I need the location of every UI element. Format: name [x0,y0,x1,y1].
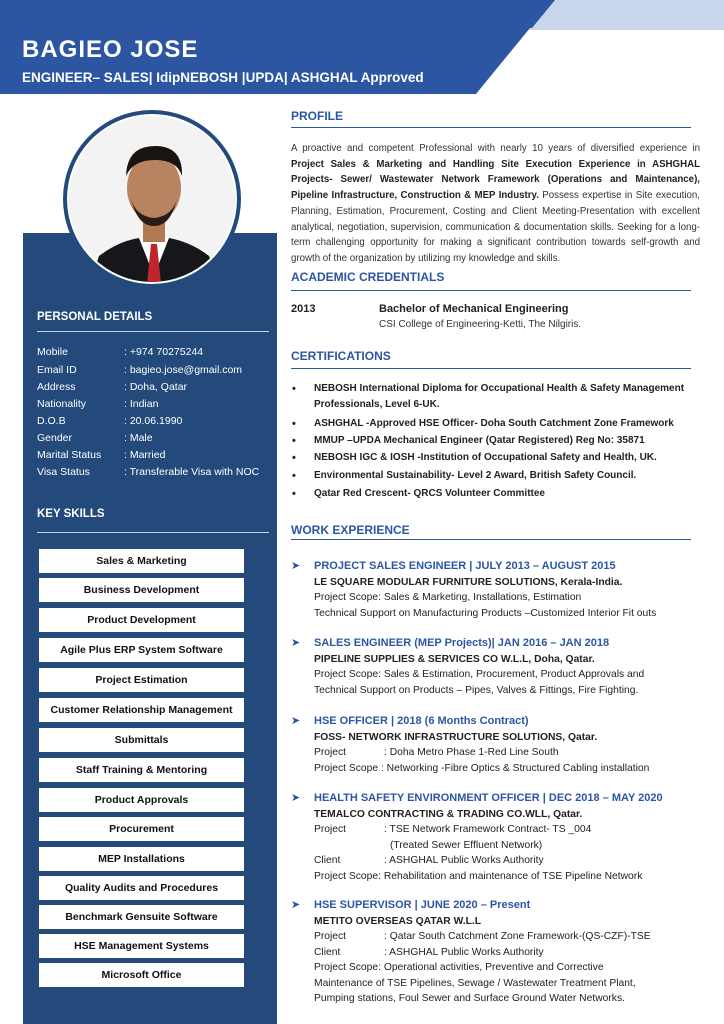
person-avatar-icon [69,116,237,284]
personal-value: : Transferable Visa with NOC [124,466,260,478]
job-detail [314,745,709,761]
certification-item: • Environmental Sustainability- Level 2 Award, British Safety Council. [314,468,704,484]
arrow-bullet-icon: ➤ [291,792,301,804]
skill-item: Submittals [39,728,244,752]
skill-item: Product Development [39,608,244,632]
job-detail-key: Client [314,855,341,866]
job-detail-value: : TSE Network Framework Contract- TS _004 [384,824,592,835]
skill-item: Product Approvals [39,788,244,812]
personal-label: D.O.B [37,415,66,427]
personal-value: : bagieo.jose@gmail.com [124,364,243,376]
candidate-subtitle: ENGINEER– SALES| IdipNEBOSH |UPDA| ASHGHAL Approved [22,70,424,85]
skill-item: Staff Training & Mentoring [39,758,244,782]
job-detail-key: Project [314,824,347,835]
experience-title: WORK EXPERIENCE [291,523,410,537]
personal-label: Address [37,381,76,393]
arrow-bullet-icon: ➤ [291,899,301,911]
job-company: TEMALCO CONTRACTING & TRADING CO.WLL, Qatar. [314,808,583,820]
skill-item: Benchmark Gensuite Software [39,905,244,929]
skill-item: Business Development [39,578,244,602]
job-detail-key: Project [314,747,347,758]
personal-label: Nationality [37,398,87,410]
arrow-bullet-icon: ➤ [291,560,301,572]
job-title: SALES ENGINEER (MEP Projects)| JAN 2016 – JAN 2018 [314,637,610,649]
job-detail [314,945,709,961]
degree-year: 2013 [291,303,316,315]
skill-item: MEP Installations [39,847,244,871]
job-title: HSE SUPERVISOR | JUNE 2020 – Present [314,899,531,911]
academic-divider [291,290,691,291]
key-skills-divider [37,532,269,533]
certification-item: • NEBOSH International Diploma for Occupational Health & Safety Management Professionals, Level 6-UK. [314,381,704,413]
job-detail: Technical Support on Products – Pipes, Valves & Fittings, Fire Fighting. [314,684,639,696]
skill-item: Agile Plus ERP System Software [39,638,244,662]
personal-label: Gender [37,432,73,444]
job-detail-value: : ASHGHAL Public Works Authority [384,855,544,866]
job-detail [314,838,709,854]
skill-item: Procurement [39,817,244,841]
certification-item: • Qatar Red Crescent- QRCS Volunteer Committee [314,486,704,502]
profile-photo-frame [63,110,241,288]
certifications-divider [291,368,691,369]
skill-item: Microsoft Office [39,963,244,987]
job-detail-value: : Qatar South Catchment Zone Framework-(QS-CZF)-TSE [384,931,651,942]
certification-item: • ASHGHAL -Approved HSE Officer- Doha South Catchment Zone Framework [314,416,704,432]
job-company: LE SQUARE MODULAR FURNITURE SOLUTIONS, Kerala-India. [314,576,623,588]
job-title: HSE OFFICER | 2018 (6 Months Contract) [314,715,529,727]
job-title: HEALTH SAFETY ENVIRONMENT OFFICER | DEC 2018 – MAY 2020 [314,792,663,804]
personal-value: : Indian [124,398,159,410]
skill-item: Customer Relationship Management [39,698,244,722]
job-detail [314,929,709,945]
job-detail [314,853,709,869]
job-detail-key: Client [314,946,341,958]
job-title: PROJECT SALES ENGINEER | JULY 2013 – AUGUST 2015 [314,560,616,572]
profile-text: Possess expertise in Site execution, Planning, Estimation, Procurement, Costing and Client Meeting-Presentation with excellent analytical, negotiation, supervision, communication & documentation skills. Seeking for a long-term challenging opportunity for making a significant contribution towards self-growth and growth of the organization by utilizing my knowledge and skills. [291,190,700,264]
job-company: METITO OVERSEAS QATAR W.L.L [314,915,482,927]
personal-label: Mobile [37,346,68,358]
job-detail-value: (Treated Sewer Effluent Network) [390,839,543,851]
job-detail: Project Scope: Operational activities, Preventive and Corrective [314,962,604,973]
profile-summary [291,141,700,267]
degree-name: Bachelor of Mechanical Engineering [379,303,569,315]
skill-item: Sales & Marketing [39,549,244,573]
profile-divider [291,127,691,128]
personal-label: Visa Status [37,466,90,478]
skill-item: Quality Audits and Procedures [39,876,244,900]
job-detail [314,822,709,838]
experience-divider [291,539,691,540]
arrow-bullet-icon: ➤ [291,715,301,727]
skill-item: HSE Management Systems [39,934,244,958]
candidate-name: BAGIEO JOSE [22,36,199,63]
profile-highlight: Project Sales & Marketing and Handling Site Execution Experience in ASHGHAL Projects- Sewer/ Wastewater Network Framework (Operations and Maintenance), Pipeline Infrastructure, Construction & MEP Industry. [291,158,700,202]
job-detail: Technical Support on Manufacturing Products –Customized Interior Fit outs [314,607,657,619]
job-detail: Project Scope : Networking -Fibre Optics & Structured Cabling installation [314,762,650,774]
job-detail-key: Project [314,931,347,942]
profile-text: A proactive and competent Professional with nearly 10 years of diversified experience in [291,143,700,154]
key-skills-title: KEY SKILLS [37,508,105,520]
job-company: PIPELINE SUPPLIES & SERVICES CO W.L.L, Doha, Qatar. [314,653,595,665]
personal-label: Email ID [37,364,77,376]
job-detail-value: : ASHGHAL Public Works Authority [384,946,544,958]
arrow-bullet-icon: ➤ [291,637,301,649]
personal-value: : +974 70275244 [124,346,204,358]
personal-value: : Married [124,449,166,461]
degree-school: CSI College of Engineering-Ketti, The Nilgiris. [379,319,582,330]
job-detail: Project Scope: Sales & Marketing, Installations, Estimation [314,592,582,603]
personal-value: : 20.06.1990 [124,415,183,427]
job-detail-value: : Doha Metro Phase 1-Red Line South [384,747,559,758]
profile-photo [67,114,237,284]
profile-title: PROFILE [291,109,344,123]
job-detail: Project Scope: Sales & Estimation, Procurement, Product Approvals and [314,669,645,680]
certifications-title: CERTIFICATIONS [291,349,391,363]
job-detail: Maintenance of TSE Pipelines, Sewage / Wastewater Treatment Plant, [314,977,636,989]
job-detail: Project Scope: Rehabilitation and maintenance of TSE Pipeline Network [314,870,643,882]
skill-item: Project Estimation [39,668,244,692]
personal-details-title: PERSONAL DETAILS [37,311,153,323]
certification-item: • NEBOSH IGC & IOSH -Institution of Occupational Safety and Health, UK. [314,450,704,466]
personal-details-divider [37,331,269,332]
job-company: FOSS- NETWORK INFRASTRUCTURE SOLUTIONS, Qatar. [314,731,598,743]
personal-value: : Doha, Qatar [124,381,188,393]
academic-title: ACADEMIC CREDENTIALS [291,270,445,284]
personal-label: Marital Status [37,449,102,461]
personal-value: : Male [124,432,153,444]
certification-item: • MMUP –UPDA Mechanical Engineer (Qatar Registered) Reg No: 35871 [314,433,704,449]
job-detail: Pumping stations, Foul Sewer and Surface Ground Water Networks. [314,993,625,1004]
